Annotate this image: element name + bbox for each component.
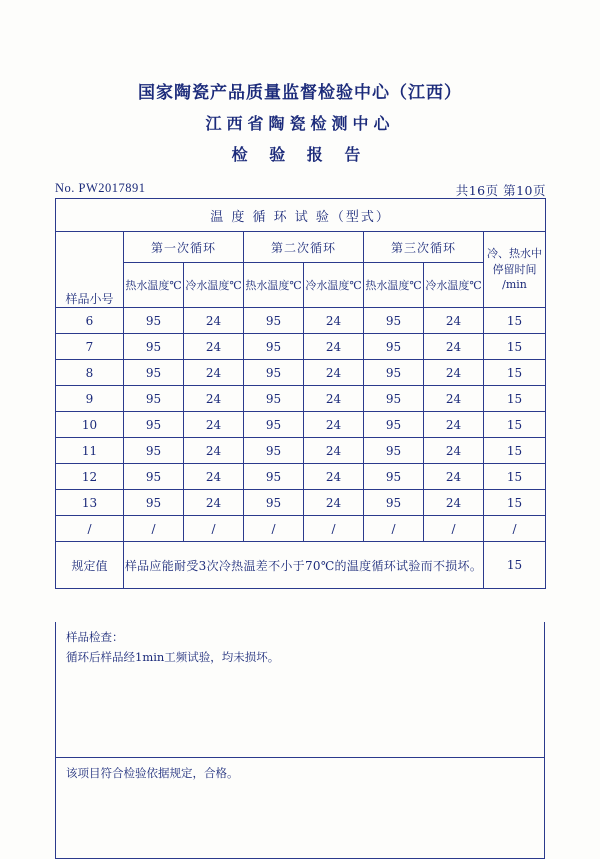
conclusion-text: 该项目符合检验依据规定，合格。 (66, 766, 239, 781)
inspection-text: 循环后样品经1min工频试验，均未损坏。 (66, 649, 280, 664)
cell-c2-cold: 24 (304, 464, 364, 490)
table-row (56, 490, 546, 516)
subheader-cycle2-hot: 热水温度℃ (244, 263, 304, 308)
cell-sample: 9 (56, 386, 124, 412)
column-header-cycle-3: 第三次循环 (364, 232, 484, 263)
column-header-sample: 样品小号 (56, 232, 124, 308)
cell-c3-cold: 24 (424, 438, 484, 464)
report-meta (0, 181, 600, 199)
column-header-stay-time (484, 232, 546, 308)
cell-c3-hot: / (364, 516, 424, 542)
inspection-title: 样品检查： (66, 630, 124, 644)
test-table-wrapper (55, 198, 546, 589)
cell-c1-hot: 95 (124, 438, 184, 464)
cell-c3-hot: 95 (364, 490, 424, 516)
cell-c3-cold: 24 (424, 490, 484, 516)
cell-stay: 15 (484, 464, 546, 490)
cell-c1-hot: 95 (124, 334, 184, 360)
cell-stay: 15 (484, 438, 546, 464)
table-title-row (56, 199, 546, 232)
document-header (0, 0, 600, 165)
cell-c2-cold: 24 (304, 334, 364, 360)
cell-c2-hot: / (244, 516, 304, 542)
cell-c1-cold: / (184, 516, 244, 542)
organization-name-primary: 国家陶瓷产品质量监督检验中心（江西） (138, 83, 462, 103)
column-header-cycle-2: 第二次循环 (244, 232, 364, 263)
cell-c1-hot: 95 (124, 464, 184, 490)
cell-c3-cold: 24 (424, 386, 484, 412)
cell-c2-hot: 95 (244, 412, 304, 438)
cell-sample: 10 (56, 412, 124, 438)
cell-c1-hot: 95 (124, 360, 184, 386)
document-title: 检 验 报 告 (231, 145, 369, 164)
cell-sample: 12 (56, 464, 124, 490)
conclusion-note (56, 758, 544, 858)
cell-stay: / (484, 516, 546, 542)
cell-c2-cold: / (304, 516, 364, 542)
cell-c1-hot: 95 (124, 490, 184, 516)
subheader-cycle1-hot: 热水温度℃ (124, 263, 184, 308)
table-row (56, 438, 546, 464)
stay-time-line-3: /min (502, 278, 527, 292)
cell-stay: 15 (484, 386, 546, 412)
stay-time-line-1: 冷、热水中 (487, 246, 543, 260)
cell-c2-cold: 24 (304, 412, 364, 438)
subheader-cycle1-cold: 冷水温度℃ (184, 263, 244, 308)
table-row (56, 386, 546, 412)
spec-stay: 15 (484, 542, 546, 589)
cell-c2-hot: 95 (244, 360, 304, 386)
cell-c1-cold: 24 (184, 464, 244, 490)
stay-time-line-2: 停留时间 (492, 262, 537, 276)
cell-c2-hot: 95 (244, 464, 304, 490)
column-header-cycle-1: 第一次循环 (124, 232, 244, 263)
organization-name-secondary: 江西省陶瓷检测中心 (205, 114, 395, 133)
cell-sample: 6 (56, 308, 124, 334)
subheader-cycle3-hot: 热水温度℃ (364, 263, 424, 308)
cell-c2-cold: 24 (304, 438, 364, 464)
cell-c1-cold: 24 (184, 360, 244, 386)
cell-c3-hot: 95 (364, 464, 424, 490)
cell-stay: 15 (484, 308, 546, 334)
report-number: No. PW2017891 (55, 181, 146, 195)
table-row (56, 308, 546, 334)
spec-text: 样品应能耐受3次冷热温差不小于70℃的温度循环试验而不损坏。 (124, 542, 484, 589)
table-header-row-1 (56, 232, 546, 263)
cell-c2-cold: 24 (304, 360, 364, 386)
cell-c2-hot: 95 (244, 386, 304, 412)
cell-c1-hot: / (124, 516, 184, 542)
cell-c1-cold: 24 (184, 308, 244, 334)
table-row (56, 360, 546, 386)
cell-c3-cold: 24 (424, 308, 484, 334)
cell-c3-hot: 95 (364, 308, 424, 334)
table-row (56, 412, 546, 438)
cell-c3-cold: 24 (424, 412, 484, 438)
cell-sample: 7 (56, 334, 124, 360)
cell-c3-hot: 95 (364, 360, 424, 386)
table-row (56, 334, 546, 360)
page-number: 共16页 第10页 (455, 183, 546, 198)
cell-sample: / (56, 516, 124, 542)
subheader-cycle3-cold: 冷水温度℃ (424, 263, 484, 308)
table-row (56, 464, 546, 490)
temperature-cycle-table (55, 198, 546, 589)
cell-c1-cold: 24 (184, 386, 244, 412)
cell-c3-hot: 95 (364, 412, 424, 438)
cell-c1-hot: 95 (124, 308, 184, 334)
cell-c3-hot: 95 (364, 334, 424, 360)
cell-c1-hot: 95 (124, 386, 184, 412)
cell-stay: 15 (484, 490, 546, 516)
cell-c3-cold: 24 (424, 334, 484, 360)
cell-c2-cold: 24 (304, 386, 364, 412)
specification-row (56, 542, 546, 589)
cell-c1-cold: 24 (184, 412, 244, 438)
cell-sample: 13 (56, 490, 124, 516)
inspection-note (56, 622, 544, 758)
table-title: 温 度 循 环 试 验（型式） (56, 199, 546, 232)
cell-sample: 8 (56, 360, 124, 386)
table-header-row-2 (56, 263, 546, 308)
cell-c3-cold: 24 (424, 360, 484, 386)
cell-c3-hot: 95 (364, 438, 424, 464)
cell-stay: 15 (484, 360, 546, 386)
table-row (56, 516, 546, 542)
cell-c2-hot: 95 (244, 438, 304, 464)
cell-c1-cold: 24 (184, 438, 244, 464)
cell-stay: 15 (484, 412, 546, 438)
cell-c2-hot: 95 (244, 308, 304, 334)
cell-c2-hot: 95 (244, 334, 304, 360)
subheader-cycle2-cold: 冷水温度℃ (304, 263, 364, 308)
cell-c3-hot: 95 (364, 386, 424, 412)
cell-c3-cold: / (424, 516, 484, 542)
cell-c2-cold: 24 (304, 490, 364, 516)
cell-stay: 15 (484, 334, 546, 360)
cell-c1-cold: 24 (184, 490, 244, 516)
cell-c2-cold: 24 (304, 308, 364, 334)
conclusion-blank-space (66, 784, 534, 850)
spec-label: 规定值 (56, 542, 124, 589)
cell-sample: 11 (56, 438, 124, 464)
cell-c1-hot: 95 (124, 412, 184, 438)
cell-c2-hot: 95 (244, 490, 304, 516)
inspection-blank-space (66, 667, 534, 749)
cell-c1-cold: 24 (184, 334, 244, 360)
cell-c3-cold: 24 (424, 464, 484, 490)
notes-section (55, 622, 545, 859)
